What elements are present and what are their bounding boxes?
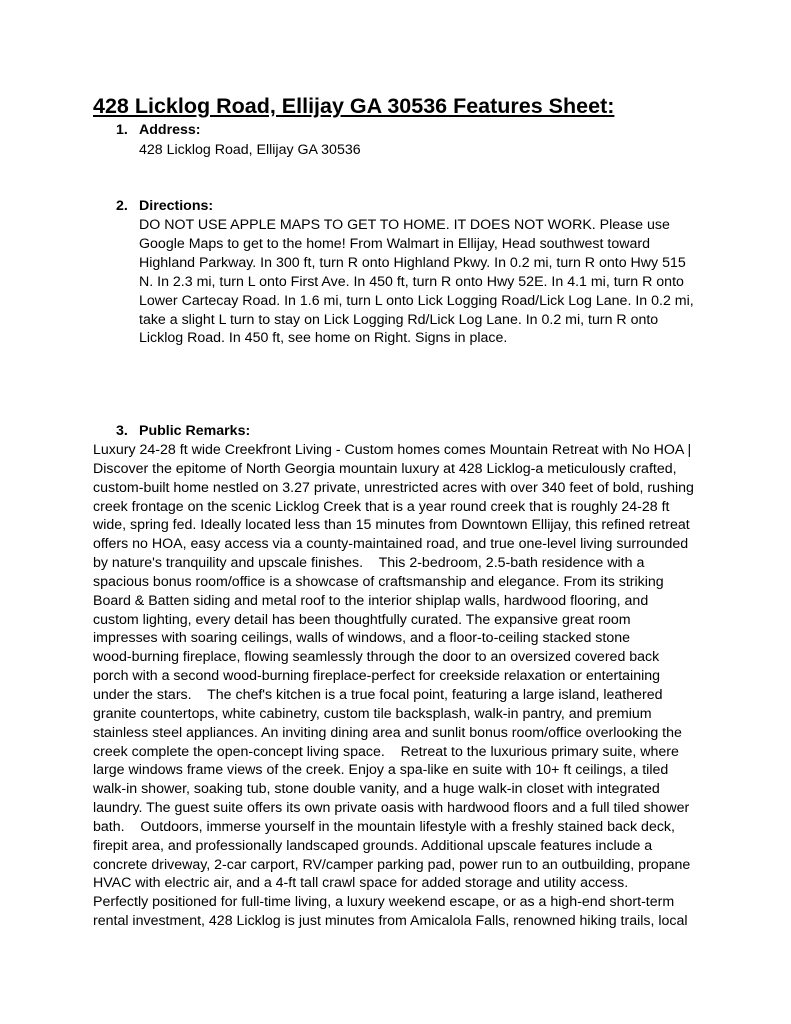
remarks-line: stainless steel appliances. An inviting dining area and sunlit bonus room/office overlooking the bbox=[93, 724, 682, 741]
directions-line: take a slight L turn to stay on Lick Logging Rd/Lick Log Lane. In 0.2 mi, turn R onto bbox=[139, 311, 659, 328]
directions-heading-label: Directions: bbox=[139, 198, 214, 214]
remarks-line: offers no HOA, easy access via a county-maintained road, and true one-level living surrounded bbox=[93, 536, 689, 553]
address-heading-label: Address: bbox=[139, 122, 201, 138]
directions-line: DO NOT USE APPLE MAPS TO GET TO HOME. IT DOES NOT WORK. Please use bbox=[139, 217, 670, 233]
remarks-line: walk-in shower, soaking tub, stone double vanity, and a huge walk-in closet with integrated bbox=[93, 781, 660, 798]
remarks-line: laundry. The guest suite offers its own private oasis with hardwood floors and a full tiled shower bbox=[93, 800, 690, 817]
remarks-line: granite countertops, white cabinetry, custom tile backsplash, walk-in pantry, and premium bbox=[93, 705, 652, 722]
remarks-line: creek frontage on the scenic Licklog Creek that is a year round creek that is roughly 24-28 ft bbox=[93, 498, 670, 515]
directions-line: N. In 2.3 mi, turn L onto First Ave. In 450 ft, turn R onto Hwy 52E. In 4.1 mi, turn R onto bbox=[139, 273, 684, 290]
remarks-line: Discover the epitome of North Georgia mountain luxury at 428 Licklog-a meticulously crafted, bbox=[93, 460, 677, 477]
page-title: 428 Licklog Road, Ellijay GA 30536 Features Sheet: bbox=[93, 94, 615, 118]
directions-line: Licklog Road. In 450 ft, see home on Right. Signs in place. bbox=[139, 330, 508, 347]
remarks-line: Luxury 24-28 ft wide Creekfront Living - Custom homes comes Mountain Retreat with No HOA | bbox=[93, 442, 692, 458]
remarks-line: impresses with soaring ceilings, walls of windows, and a floor-to-ceiling stacked stone bbox=[93, 630, 631, 647]
address-line: 428 Licklog Road, Ellijay GA 30536 bbox=[139, 142, 361, 158]
directions-line: Highland Parkway. In 300 ft, turn R onto Highland Pkwy. In 0.2 mi, turn R onto Hwy 515 bbox=[139, 254, 686, 271]
remarks-number: 3. bbox=[116, 423, 128, 439]
directions-line: Google Maps to get to the home! From Walmart in Ellijay, Head southwest toward bbox=[139, 235, 650, 252]
remarks-line: porch with a second wood-burning fireplace-perfect for creekside relaxation or entertaining bbox=[93, 668, 661, 685]
remarks-body bbox=[93, 441, 713, 931]
remarks-line: HVAC with electric air, and a 4-ft tall crawl space for added storage and utility access. bbox=[93, 875, 629, 892]
remarks-heading-label: Public Remarks: bbox=[139, 423, 251, 439]
address-heading bbox=[116, 121, 201, 140]
directions-body bbox=[139, 216, 709, 348]
directions-line: Lower Cartecay Road. In 1.6 mi, turn L onto Lick Logging Road/Lick Log Lane. In 0.2 mi, bbox=[139, 292, 694, 309]
address-body bbox=[139, 141, 709, 160]
directions-number: 2. bbox=[116, 198, 128, 214]
remarks-line: wide, spring fed. Ideally located less than 15 minutes from Downtown Ellijay, this refined retreat bbox=[93, 517, 690, 534]
remarks-line: firepit area, and professionally landscaped grounds. Additional upscale features include a bbox=[93, 837, 653, 854]
remarks-heading bbox=[116, 422, 250, 441]
remarks-line: Board & Batten siding and metal roof to the interior shiplap walls, hardwood flooring, and bbox=[93, 592, 649, 609]
remarks-line: rental investment, 428 Licklog is just minutes from Amicalola Falls, renowned hiking trails, local bbox=[93, 913, 688, 930]
remarks-line: under the stars. The chef's kitchen is a true focal point, featuring a large island, leathered bbox=[93, 686, 663, 703]
remarks-line: wood-burning fireplace, flowing seamlessly through the door to an oversized covered back bbox=[93, 649, 660, 666]
remarks-line: custom-built home nestled on 3.27 private, unrestricted acres with over 340 feet of bold, rushing bbox=[93, 479, 694, 496]
remarks-line: bath. Outdoors, immerse yourself in the mountain lifestyle with a freshly stained back deck, bbox=[93, 818, 675, 835]
remarks-line: spacious bonus room/office is a showcase of craftsmanship and elegance. From its striking bbox=[93, 573, 664, 590]
remarks-line: large windows frame views of the creek. Enjoy a spa-like en suite with 10+ ft ceilings, a tiled bbox=[93, 762, 669, 779]
directions-heading bbox=[116, 197, 213, 216]
remarks-line: concrete driveway, 2-car carport, RV/camper parking pad, power run to an outbuilding, propane bbox=[93, 856, 691, 873]
remarks-line: custom lighting, every detail has been thoughtfully curated. The expansive great room bbox=[93, 611, 631, 628]
address-number: 1. bbox=[116, 122, 128, 138]
remarks-line: by nature's tranquility and upscale finishes. This 2-bedroom, 2.5-bath residence with a bbox=[93, 555, 645, 572]
remarks-line: creek complete the open-concept living space. Retreat to the luxurious primary suite, where bbox=[93, 743, 679, 760]
remarks-line: Perfectly positioned for full-time living, a luxury weekend escape, or as a high-end short-term bbox=[93, 894, 675, 911]
